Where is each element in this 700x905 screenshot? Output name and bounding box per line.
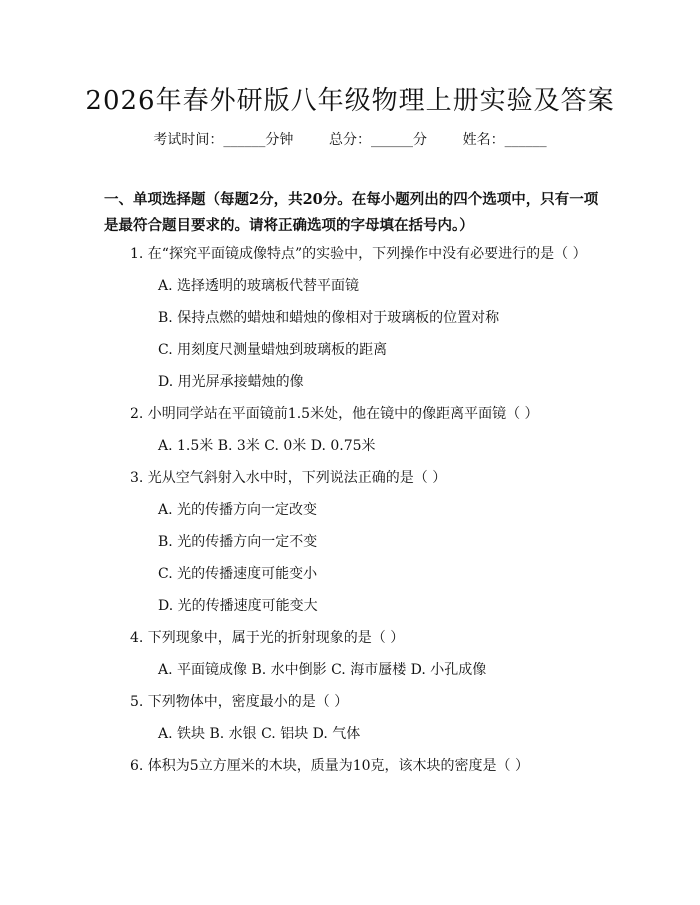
question-stem-3: 3. 光从空气斜射入水中时，下列说法正确的是（ ） (130, 470, 447, 486)
exam-info-line (0, 129, 700, 149)
question-1-option-a: A. 选择透明的玻璃板代替平面镜 (158, 278, 360, 294)
question-1-option-d: D. 用光屏承接蜡烛的像 (158, 374, 304, 390)
score-unit: 分 (413, 132, 427, 148)
question-5-options: A. 铁块 B. 水银 C. 铝块 D. 气体 (158, 726, 361, 742)
question-1-option-b: B. 保持点燃的蜡烛和蜡烛的像相对于玻璃板的位置对称 (158, 310, 500, 326)
name-label: 姓名： (462, 132, 505, 148)
time-blank: ______ (223, 132, 266, 148)
time-unit: 分钟 (265, 132, 294, 148)
question-stem-6: 6. 体积为5立方厘米的木块，质量为10克，该木块的密度是（ ） (130, 758, 529, 774)
question-stem-5: 5. 下列物体中，密度最小的是（ ） (130, 694, 349, 710)
question-stem-2: 2. 小明同学站在平面镜前1.5米处，他在镜中的像距离平面镜（ ） (130, 406, 539, 422)
question-stem-4: 4. 下列现象中，属于光的折射现象的是（ ） (130, 630, 405, 646)
question-3-option-b: B. 光的传播方向一定不变 (158, 534, 318, 550)
score-label: 总分： (329, 132, 371, 148)
question-1-option-c: C. 用刻度尺测量蜡烛到玻璃板的距离 (158, 342, 388, 358)
question-2-options: A. 1.5米 B. 3米 C. 0米 D. 0.75米 (158, 438, 376, 454)
time-label: 考试时间： (153, 132, 224, 148)
name-blank: ______ (504, 132, 547, 148)
question-4-options: A. 平面镜成像 B. 水中倒影 C. 海市蜃楼 D. 小孔成像 (158, 662, 487, 678)
question-3-option-d: D. 光的传播速度可能变大 (158, 598, 318, 614)
question-3-option-a: A. 光的传播方向一定改变 (158, 502, 318, 518)
question-3-option-c: C. 光的传播速度可能变小 (158, 566, 318, 582)
score-blank: ______ (371, 132, 413, 148)
question-stem-1: 1. 在“探究平面镜成像特点”的实验中，下列操作中没有必要进行的是（ ） (130, 246, 587, 262)
section-heading: 一、单项选择题（每题2分，共20分。在每小题列出的四个选项中，只有一项是最符合题目要求的。请将正确选项的字母填在括号内。） (104, 191, 599, 234)
page-title: 2026年春外研版八年级物理上册实验及答案 (85, 86, 615, 116)
